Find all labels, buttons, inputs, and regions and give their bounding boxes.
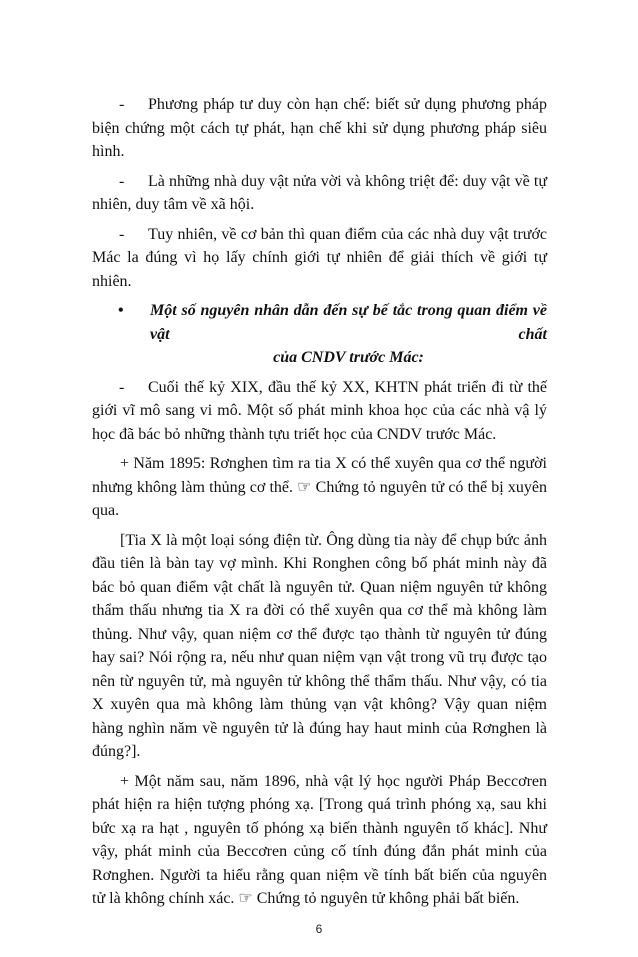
paragraph-text: Là những nhà duy vật nửa vời và không triệt để: duy vật về tự nhiên, duy tâm về xã hội.	[92, 172, 547, 213]
bullet-icon: •	[118, 302, 124, 319]
paragraph-1896-radioactivity: + Một năm sau, năm 1896, nhà vật lý học người Pháp Beccơren phát hiện ra hiện tượng phóng xạ. [Trong quá trình phóng xạ, sau khi bức xạ ra hạt , nguyên tố phóng xạ biến thành nguyên tố khác]. Như vậy, phát minh của Beccơren củng cố tính đúng đắn phát minh của Rơnghen. Người ta hiểu rằng quan niệm về tính bất biến của nguyên tử là không chính xác. ☞ Chứng tỏ nguyên tử không phải bất biến.	[92, 772, 547, 907]
document-body	[92, 93, 547, 911]
page-number: 6	[315, 921, 323, 936]
dash-marker: -	[119, 96, 125, 113]
heading-line-1: Một số nguyên nhân dẫn đến sự bế tắc trong quan điểm về vật chất	[150, 302, 547, 343]
paragraph-text: Phương pháp tư duy còn hạn chế: biết sử dụng phương pháp biện chứng một cách tự phát, hạn chế khi sử dụng phương pháp siêu hình.	[92, 96, 547, 160]
heading-line-2: của CNDV trước Mác:	[273, 349, 424, 366]
heading-text	[150, 299, 547, 370]
dash-marker: -	[119, 172, 125, 190]
dash-marker: -	[119, 225, 125, 243]
dash-marker: -	[119, 378, 125, 396]
document-page	[92, 0, 547, 957]
paragraph-however	[92, 223, 547, 294]
paragraph-1895-xray: + Năm 1895: Rơnghen tìm ra tia X có thể xuyên qua cơ thể người nhưng không làm thủng cơ thể. ☞ Chứng tỏ nguyên tử có thể bị xuyên qua.	[92, 455, 547, 519]
paragraph-xray-explanation: [Tia X là một loại sóng điện từ. Ông dùng tia này để chụp bức ảnh đầu tiên là bàn tay vợ mình. Khi Ronghen công bố phát minh này đã bác bỏ quan điểm vật chất là nguyên tử. Quan niệm nguyên tử không thẩm thấu nhưng tia X ra đời có thể xuyên qua cơ thể mà không làm thủng. Như vậy, quan niệm cơ thể được tạo thành từ nguyên tử đúng hay sai? Nói rộng ra, nếu như quan niệm vạn vật trong vũ trụ được tạo nên từ nguyên tử, mà nguyên tử không thể thẩm thấu. Như vậy, có tia X xuyên qua mà không làm thủng vạn vật không? Vậy quan niệm hàng nghìn năm về nguyên tử là đúng hay haut minh của Rơnghen là đúng?].	[92, 531, 547, 760]
paragraph-text: Tuy nhiên, về cơ bản thì quan điểm của các nhà duy vật trước Mác la đúng vì họ lấy chính giới tự nhiên để giải thích về giới tự nhiên.	[92, 225, 547, 290]
paragraph-late-19th-century	[92, 376, 547, 447]
paragraph-half-materialist	[92, 170, 547, 217]
paragraph-method-limits	[92, 93, 547, 164]
paragraph-text: Cuối thế kỷ XIX, đầu thế kỷ XX, KHTN phát triển đi từ thế giới vĩ mô sang vi mô. Một số phát minh khoa học của các nhà vậ lý học đã bác bỏ những thành tựu triết học của CNDV trước Mác.	[92, 378, 547, 443]
section-heading	[92, 299, 547, 370]
